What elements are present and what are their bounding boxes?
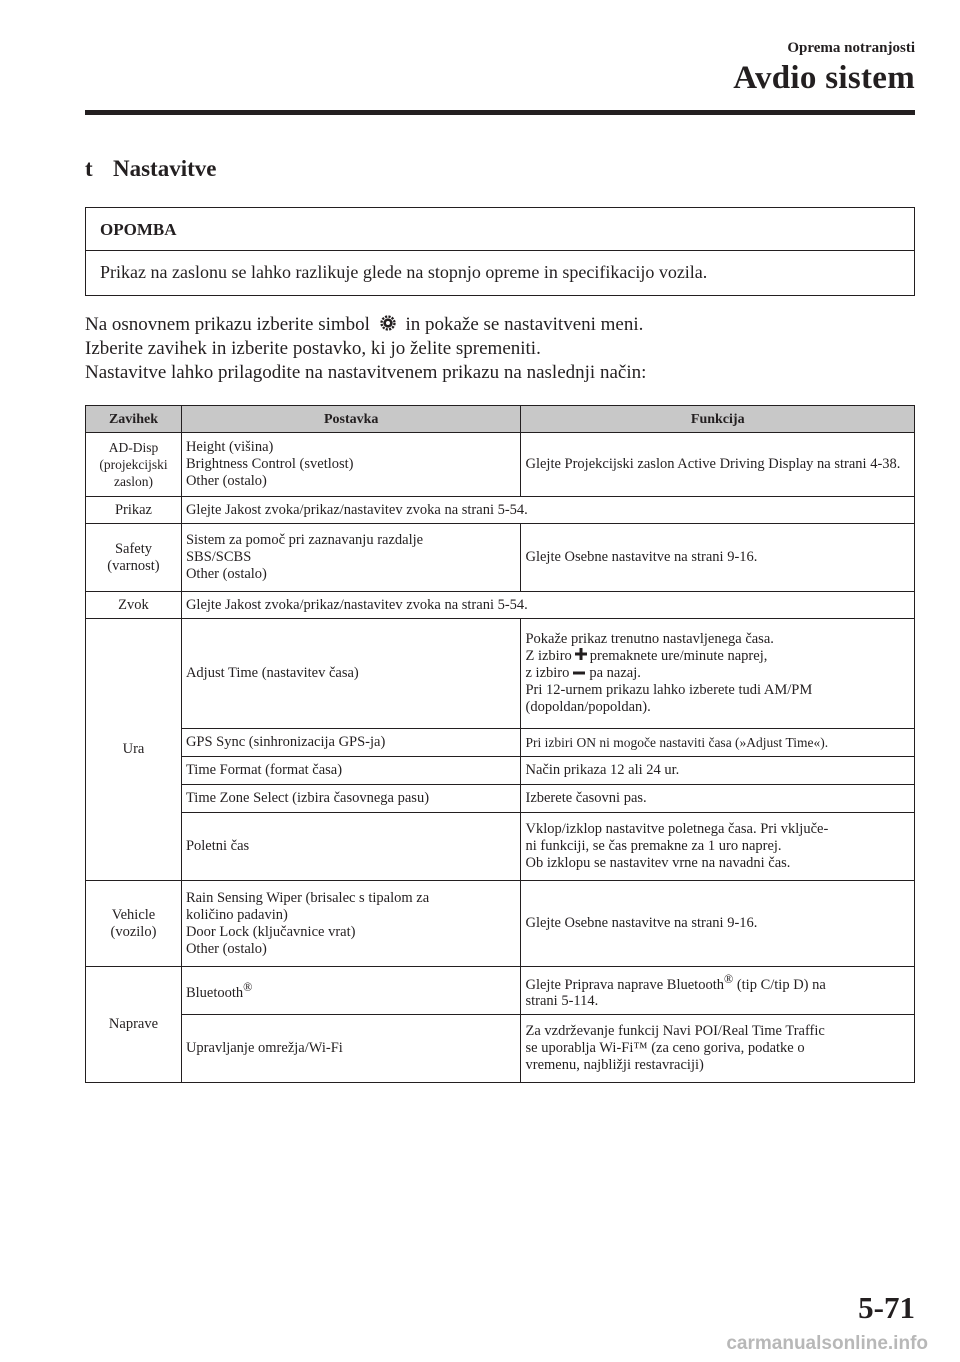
table-row — [86, 592, 915, 619]
table-row — [86, 497, 915, 524]
tab-cell: Vehicle (vozilo) — [86, 881, 182, 967]
item-cell: Upravljanje omrežja/Wi-Fi — [181, 1015, 521, 1083]
note-title: OPOMBA — [86, 208, 914, 251]
item-cell: Time Format (format časa) — [181, 757, 521, 785]
function-cell: Izberete časovni pas. — [521, 785, 915, 813]
table-row — [86, 1015, 915, 1083]
function-cell: Glejte Priprava naprave Bluetooth® (tip C/tip D) na strani 5-114. — [521, 967, 915, 1015]
table-row — [86, 785, 915, 813]
page-number: 5-71 — [858, 1290, 915, 1325]
item-cell: Rain Sensing Wiper (brisalec s tipalom za količino padavin) Door Lock (ključavnice vrat) Other (ostalo) — [181, 881, 521, 967]
tab-cell: AD-Disp (projekcijski zaslon) — [86, 433, 182, 497]
settings-table — [85, 405, 915, 1083]
section-heading — [85, 156, 216, 182]
item-cell: Bluetooth® — [181, 967, 521, 1015]
item-cell: Adjust Time (nastavitev časa) — [181, 619, 521, 729]
column-header: Postavka — [181, 406, 521, 433]
section-title: Nastavitve — [113, 156, 217, 181]
page-title: Avdio sistem — [733, 60, 915, 96]
function-cell: Pri izbiri ON ni mogoče nastaviti časa (»Adjust Time«). — [521, 729, 915, 757]
tab-cell: Zvok — [86, 592, 182, 619]
table-header-row — [86, 406, 915, 433]
function-cell: Za vzdrževanje funkcij Navi POI/Real Time Traffic se uporablja Wi-Fi™ (za ceno goriva, podatke o vremenu, najbližji restavraciji) — [521, 1015, 915, 1083]
function-cell: Glejte Projekcijski zaslon Active Driving Display na strani 4-38. — [521, 433, 915, 497]
function-cell: Glejte Osebne nastavitve na strani 9-16. — [521, 524, 915, 592]
table-row — [86, 619, 915, 729]
note-box — [85, 207, 915, 296]
function-cell: Način prikaza 12 ali 24 ur. — [521, 757, 915, 785]
table-row — [86, 881, 915, 967]
watermark: carmanualsonline.info — [726, 1333, 928, 1354]
tab-cell: Ura — [86, 619, 182, 881]
item-cell: GPS Sync (sinhronizacija GPS-ja) — [181, 729, 521, 757]
table-row — [86, 433, 915, 497]
header-subtitle: Oprema notranjosti — [787, 40, 915, 56]
plus-icon — [575, 648, 587, 660]
merged-cell: Glejte Jakost zvoka/prikaz/nastavitev zvoka na strani 5-54. — [181, 592, 914, 619]
table-row — [86, 967, 915, 1015]
function-cell: Pokaže prikaz trenutno nastavljenega časa. Z izbiro premaknete ure/minute naprej, z izbiro pa nazaj. Pri 12-urnem prikazu lahko izberete tudi AM/PM (dopoldan/popoldan). — [521, 619, 915, 729]
column-header: Funkcija — [521, 406, 915, 433]
intro-line-1: Na osnovnem prikazu izberite simbol in pokaže se nastavitveni meni. — [85, 314, 644, 335]
tab-cell: Prikaz — [86, 497, 182, 524]
tab-cell: Naprave — [86, 967, 182, 1083]
settings-gear-icon — [379, 314, 397, 332]
note-text: Prikaz na zaslonu se lahko razlikuje glede na stopnjo opreme in specifikacijo vozila. — [100, 262, 708, 282]
minus-icon — [573, 671, 585, 675]
function-cell: Glejte Osebne nastavitve na strani 9-16. — [521, 881, 915, 967]
header-divider — [85, 110, 915, 115]
section-bullet: t — [85, 156, 93, 181]
intro-line-3: Nastavitve lahko prilagodite na nastavitvenem prikazu na naslednji način: — [85, 362, 647, 383]
function-cell: Vklop/izklop nastavitve poletnega časa. Pri vključe- ni funkciji, se čas premakne za 1 uro naprej. Ob izklopu se nastavitev vrne na navadni čas. — [521, 813, 915, 881]
item-cell: Height (višina) Brightness Control (svetlost) Other (ostalo) — [181, 433, 521, 497]
item-cell: Sistem za pomoč pri zaznavanju razdalje SBS/SCBS Other (ostalo) — [181, 524, 521, 592]
intro-paragraph — [85, 313, 915, 385]
tab-cell: Safety (varnost) — [86, 524, 182, 592]
table-row — [86, 757, 915, 785]
column-header: Zavihek — [86, 406, 182, 433]
table-row — [86, 729, 915, 757]
item-cell: Poletni čas — [181, 813, 521, 881]
merged-cell: Glejte Jakost zvoka/prikaz/nastavitev zvoka na strani 5-54. — [181, 497, 914, 524]
item-cell: Time Zone Select (izbira časovnega pasu) — [181, 785, 521, 813]
table-row — [86, 813, 915, 881]
table-row — [86, 524, 915, 592]
intro-line-2: Izberite zavihek in izberite postavko, ki jo želite spremeniti. — [85, 338, 541, 359]
